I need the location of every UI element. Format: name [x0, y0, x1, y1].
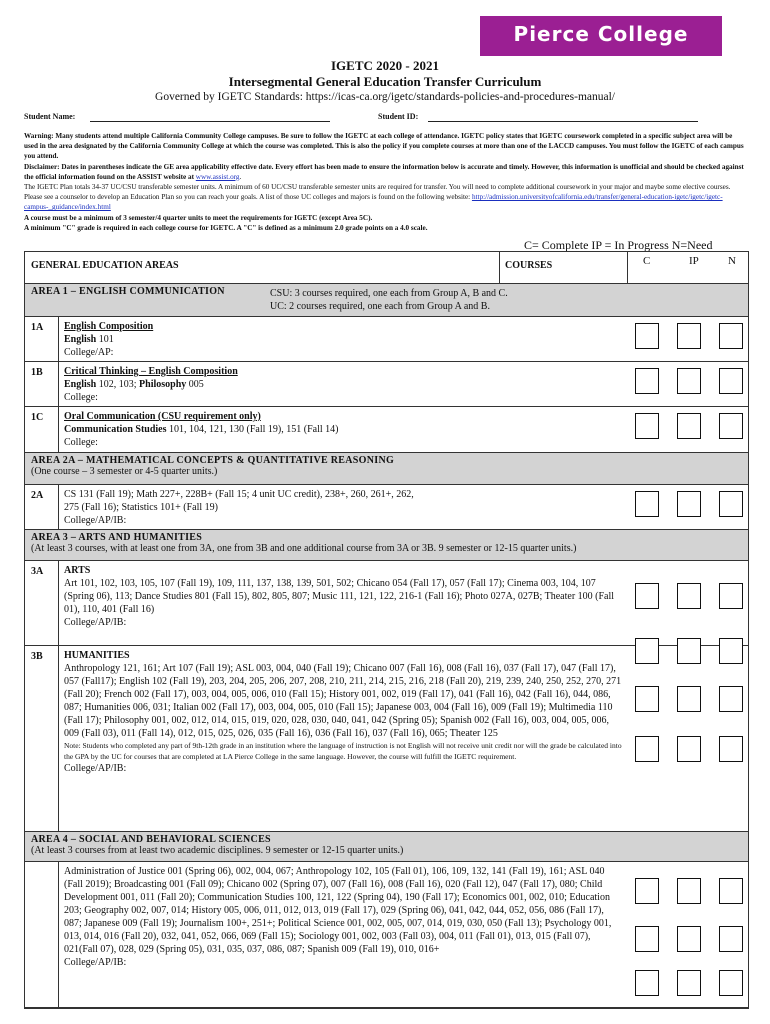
status-checks-3: [635, 736, 745, 766]
complete-checkbox[interactable]: [635, 583, 659, 609]
complete-header: C: [643, 255, 651, 267]
area1-title: AREA 1 – ENGLISH COMMUNICATION: [31, 286, 225, 297]
college-field: College:: [64, 392, 98, 403]
complete-checkbox[interactable]: [635, 323, 659, 349]
in-progress-checkbox[interactable]: [677, 638, 701, 664]
area1-csu-requirement: CSU: 3 courses required, one each from Group A, B and C.: [270, 288, 508, 299]
row-code: 3B: [31, 651, 43, 662]
student-name-field[interactable]: [90, 121, 330, 122]
row-title: Critical Thinking – English Composition: [64, 366, 238, 377]
row-3b: [25, 646, 748, 832]
student-id-label: Student ID:: [378, 112, 419, 121]
in-progress-checkbox[interactable]: [677, 413, 701, 439]
status-checks: [635, 368, 745, 398]
area2-header: [25, 453, 748, 485]
need-checkbox[interactable]: [719, 878, 743, 904]
row-code: 1C: [31, 412, 44, 423]
status-checks-1: [635, 878, 745, 908]
student-id-field[interactable]: [428, 121, 698, 122]
need-checkbox[interactable]: [719, 368, 743, 394]
need-header: N: [728, 255, 736, 267]
status-legend: C= Complete IP = In Progress N=Need: [524, 238, 713, 252]
row-code: 2A: [31, 490, 44, 501]
governed-by-text: Governed by IGETC Standards: https://icas-ca.org/igetc/standards-policies-and-procedures-manual/: [155, 91, 615, 103]
complete-checkbox[interactable]: [635, 638, 659, 664]
area1-uc-requirement: UC: 2 courses required, one each from Group A and B.: [270, 301, 490, 312]
college-field: College:: [64, 437, 98, 448]
course-list: Administration of Justice 001 (Spring 06), 002, 004, 067; Anthropology 102, 105 (Fall 01), 106, 109, 132, 141 (Fall 19), 161; ASL 040 (Fall 2019); Broadcasting 001 (Fall 09); Chicano 002 (Spring 07), 007 (Fall 16), 008 (Fall 16), 020 (Fall 12), 047 (Fall 17), 080; Child Development 001, 011 (Fall 20); Communication Studies 100, 121, 122 (Spring 04), 190 (Fall 17); Economics 001, 002, 010; Education 203; Geography 002, 007, 014; History 005, 006, 011, 012, 013, 019 (Fall 17), 029 (Spring 06), 041, 042, 044, 052, 056, 086 (Fall 17), 087; Japanese 009 (Fall 19); Journalism 100+, 251+; Political Science 001, 002, 005, 007, 014, 019, 030, 050 (Fall 13); Psychology 001, 013, 014, 016 (Fall 20), 032, 041, 052, 066, 069 (Fall 15); Sociology 001, 002, 003 (Fall 03), 004, 011 (Fall 01), 013, 015 (Fall 07), 021(Fall 07), 028, 029 (Spring 05), 031, 035, 037, 086, 087; Spanish 009 (Fall 19), 010, 016+: [64, 866, 612, 955]
need-checkbox[interactable]: [719, 638, 743, 664]
table-header: [25, 252, 748, 284]
area3-header: [25, 530, 748, 561]
row-1b: [25, 362, 748, 407]
course-list: 005: [186, 379, 204, 390]
row-code: 3A: [31, 566, 44, 577]
area3-subtitle: (At least 3 courses, with at least one from 3A, one from 3B and one additional course from 3A or 3B. 9 semester or 12-15 quarter units.): [31, 543, 577, 554]
status-checks: [635, 413, 745, 443]
courses-header: COURSES: [505, 260, 553, 271]
need-checkbox[interactable]: [719, 491, 743, 517]
complete-checkbox[interactable]: [635, 686, 659, 712]
warning-text: Warning: Many students attend multiple California Community College campuses. Be sure to follow the IGETC at each college of attendance. IGETC policy states that IGETC coursework completed in a specific subject area will be used in the area designated by the California Community College at which the course was completed. This is also the policy if you complete courses at more than one of the LACCD campuses. You must follow the IGETC of each campus you attend.: [24, 132, 744, 161]
area3-title: AREA 3 – ARTS AND HUMANITIES: [31, 532, 203, 543]
in-progress-checkbox[interactable]: [677, 491, 701, 517]
area1-requirements: [270, 287, 508, 313]
dept-name: Philosophy: [139, 379, 187, 390]
college-field: College/AP/IB:: [64, 957, 127, 968]
dept-name: Communication Studies: [64, 424, 167, 435]
row-title: English Composition: [64, 321, 154, 332]
row-title: ARTS: [64, 565, 91, 576]
areas-header: GENERAL EDUCATION AREAS: [31, 260, 179, 271]
course-list: Anthropology 121, 161; Art 107 (Fall 19); ASL 003, 004, 040 (Fall 19); Chicano 007 (Fall 16), 008 (Fall 16), 037 (Fall 17), 047 (Fall 17), 057 (Fall17); English 102 (Fall 19), 203, 204, 205, 206, 207, 208, 210, 211, 214, 215, 216, 218 (Fall 20), 219, 239, 240, 250, 252, 270, 271 (Fall 20); French 002 (Fall 17), 003, 004, 005, 006, 010 (Fall 15); History 001, 002, 019 (Fall 17), 041 (Fall 16), 042 (Fall 16), 044, 086, 087; Humanities 006, 031; Italian 002 (Fall 17), 003, 004, 005, 010 (Fall 15); Japanese 003, 004 (Fall 16), 009 (Fall 19); Multimedia 110 (Fall 17); Philosophy 001, 002, 012, 014, 015, 019, 020, 028, 030, 040, 041, 042 (Spring 05); Spanish 002 (Fall 16), 003, 004, 005, 006, 009 (Fall 03), 011 (Fall 14), 012, 015, 025, 026, 035 (Fall 16), 036 (Fall 16), 037 (Fall 16), 065; Theater 125: [64, 663, 622, 739]
status-checks-1: [635, 638, 745, 668]
need-checkbox[interactable]: [719, 413, 743, 439]
row-code: 1A: [31, 322, 44, 333]
student-name-label: Student Name:: [24, 112, 76, 121]
row-title: HUMANITIES: [64, 650, 130, 661]
row-1c: [25, 407, 748, 453]
row-3a: [25, 561, 748, 646]
college-field: College/AP/IB:: [64, 515, 127, 526]
in-progress-checkbox[interactable]: [677, 878, 701, 904]
row-4: [25, 862, 748, 1008]
college-banner: [480, 16, 722, 56]
assist-link[interactable]: www.assist.org: [195, 172, 240, 181]
area2-title: AREA 2A – MATHEMATICAL CONCEPTS & QUANTITATIVE REASONING: [31, 455, 395, 466]
min-units-text: A course must be a minimum of 3 semester/4 quarter units to meet the requirements for IGETC (except Area 5C).: [24, 213, 373, 222]
row-2a: [25, 485, 748, 530]
need-checkbox[interactable]: [719, 970, 743, 996]
status-checks-2: [635, 686, 745, 716]
complete-checkbox[interactable]: [635, 926, 659, 952]
need-checkbox[interactable]: [719, 323, 743, 349]
complete-checkbox[interactable]: [635, 368, 659, 394]
course-list: 101: [96, 334, 114, 345]
college-field: College/AP:: [64, 347, 114, 358]
course-list: CS 131 (Fall 19); Math 227+, 228B+ (Fall 15; 4 unit UC credit), 238+, 260, 261+, 262,: [64, 489, 414, 500]
college-field: College/AP/IB:: [64, 617, 127, 628]
status-checks: [635, 491, 745, 521]
complete-checkbox[interactable]: [635, 413, 659, 439]
complete-checkbox[interactable]: [635, 736, 659, 762]
in-progress-checkbox[interactable]: [677, 926, 701, 952]
college-logo: Pierce College: [513, 22, 689, 46]
complete-checkbox[interactable]: [635, 970, 659, 996]
ge-table: [24, 251, 749, 1009]
min-grade-text: A minimum "C" grade is required in each college course for IGETC. A "C" is defined as a minimum 2.0 grade points on a 4.0 scale.: [24, 223, 428, 232]
complete-checkbox[interactable]: [635, 491, 659, 517]
course-list: 102, 103;: [96, 379, 140, 390]
need-checkbox[interactable]: [719, 736, 743, 762]
in-progress-checkbox[interactable]: [677, 323, 701, 349]
in-progress-checkbox[interactable]: [677, 686, 701, 712]
status-checks: [635, 583, 745, 613]
page-subtitle: Intersegmental General Education Transfer Curriculum: [228, 74, 542, 89]
need-checkbox[interactable]: [719, 686, 743, 712]
area1-header: [25, 284, 748, 317]
course-list: 275 (Fall 16); Statistics 101+ (Fall 19): [64, 502, 218, 513]
status-checks-3: [635, 970, 745, 1000]
in-progress-checkbox[interactable]: [677, 583, 701, 609]
row-1a: [25, 317, 748, 362]
uc-guidance-link[interactable]: http://admission.universityofcalifornia.edu/transfer/general-education-igetc/igetc/igetc-campus-_guidance/index.html: [24, 193, 723, 212]
plan-text: The IGETC Plan totals 34-37 UC/CSU transferable semester units. A minimum of 60 UC/CSU transferable semester units are required for transfer. You will need to complete additional coursework in your major and maybe some elective courses. Please see a counselor to develop an Education Plan so you can reach your goals. A list of those UC colleges and majors is found on the following website:: [24, 183, 731, 202]
area4-title: AREA 4 – SOCIAL AND BEHAVIORAL SCIENCES: [31, 834, 271, 845]
area4-header: [25, 832, 748, 862]
in-progress-checkbox[interactable]: [677, 970, 701, 996]
need-checkbox[interactable]: [719, 926, 743, 952]
in-progress-checkbox[interactable]: [677, 368, 701, 394]
status-checks: [635, 323, 745, 353]
dept-name: English: [64, 334, 97, 345]
in-progress-header: IP: [689, 255, 699, 267]
course-list: 101, 104, 121, 130 (Fall 19), 151 (Fall 14): [166, 424, 339, 435]
disclaimer-text: Disclaimer: Dates in parentheses indicate the GE area applicability effective date. Every effort has been made to ensure the information below is accurate and timely. However, this information is unofficial and should be checked against the official information found on the ASSIST website at: [24, 162, 744, 181]
row-title: Oral Communication (CSU requirement only): [64, 411, 261, 422]
area4-subtitle: (At least 3 courses from at least two academic disciplines. 9 semester or 12-15 quarter units.): [31, 845, 404, 856]
dept-name: English: [64, 379, 97, 390]
status-checks-2: [635, 926, 745, 956]
in-progress-checkbox[interactable]: [677, 736, 701, 762]
complete-checkbox[interactable]: [635, 878, 659, 904]
college-field: College/AP/IB:: [64, 763, 127, 774]
notes-block: Warning: Many students attend multiple California Community College campuses. Be sure to follow the IGETC at each college of attendance. IGETC policy states that IGETC coursework completed in a specific subject area will be used in the area designated by the California Community College at which the course was completed. This is also the policy if you complete courses at more than one of the LACCD campuses. You must follow the IGETC of each campus you attend. Disclaimer: Dates in parentheses indicate the GE area applicability effective date. Every effort has been made to ensure the information below is accurate and timely. However, this information is unofficial and should be checked against the official information found on the ASSIST website at www.assist.org. The IGETC Plan totals 34-37 UC/CSU transferable semester units. A minimum of 60 UC/CSU transferable semester units are required for transfer. You will need to complete additional coursework in your major and maybe some elective courses. Please see a counselor to develop an Education Plan so you can reach your goals. A list of those UC colleges and majors is found on the following website: http://admission.universityofcalifornia.edu/transfer/general-education-igetc/igetc/igetc-campus-_guidance/index.html A course must be a minimum of 3 semester/4 quarter units to meet the requirements for IGETC (except Area 5C). A minimum "C" grade is required in each college course for IGETC. A "C" is defined as a minimum 2.0 grade points on a 4.0 scale.: [24, 132, 744, 232]
language-note: Note: Students who completed any part of 9th-12th grade in an institution where the language of instruction is not English will not receive unit credit nor will the grade be calculated into the GPA by the UC for courses that are completed at LA Pierce College in the same language. However, the course will fulfill the IGETC requirement.: [64, 741, 622, 761]
need-checkbox[interactable]: [719, 583, 743, 609]
area2-subtitle: (One course – 3 semester or 4-5 quarter units.): [31, 466, 218, 477]
course-list: Art 101, 102, 103, 105, 107 (Fall 19), 109, 111, 137, 138, 139, 501, 502; Chicano 054 (Fall 17), 057 (Fall 17); Cinema 003, 104, 107 (Spring 06), 113; Dance Studies 801 (Fall 15), 802, 805, 807; Music 111, 121, 122, 216-1 (Fall 16); Photo 027A, 027B; Theater 100 (Fall 01), 110, 401 (Fall 16): [64, 578, 615, 615]
page-title: IGETC 2020 - 2021: [331, 58, 439, 73]
row-code: 1B: [31, 367, 43, 378]
